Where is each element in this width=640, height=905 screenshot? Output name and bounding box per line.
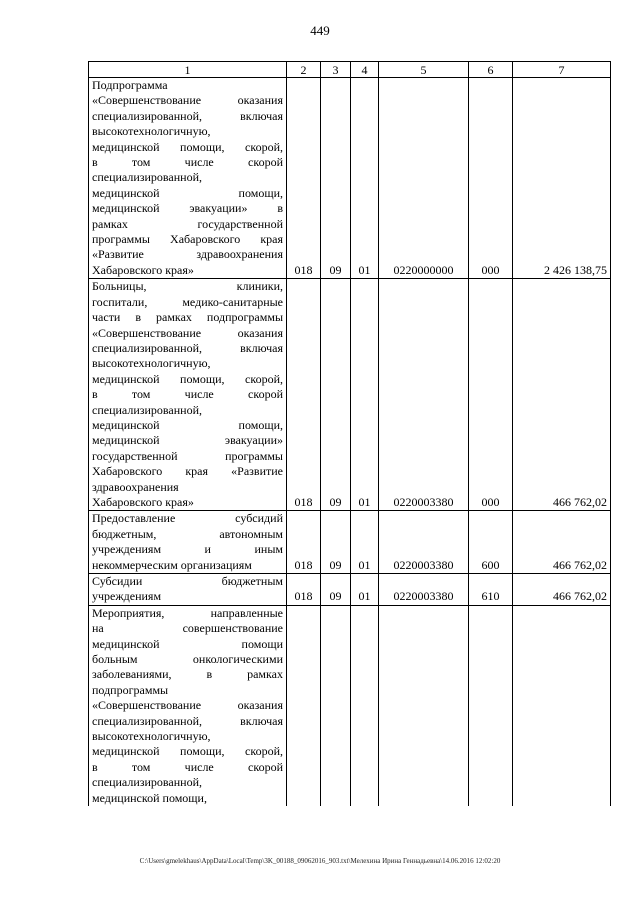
section-code-cell [321,605,351,806]
row-name-line: медицинской помощи, скорой, [92,744,283,759]
row-name-line: учреждениям [92,589,162,604]
row-name-line: «Совершенствование оказания [92,698,283,713]
header-col-6: 6 [469,62,513,78]
header-row [89,62,611,78]
subsection-code-cell: 01 [351,78,379,279]
row-name-line: «Развитие здравоохранения [92,247,283,262]
ministry-code-cell: 018 [287,511,321,574]
row-name-line: Хабаровского края «Развитие [92,464,283,479]
table-row [89,574,611,606]
row-name-line: здравоохранения [92,479,179,494]
row-name-line: Предоставление субсидий [92,511,283,526]
row-name-line: госпитали, медико-санитарные [92,294,283,309]
ministry-code-cell [287,605,321,806]
row-name-line: высокотехнологичную, [92,356,211,371]
row-name-line: Хабаровского края» [92,262,194,277]
row-name-cell [89,279,287,511]
section-code-cell: 09 [321,574,351,606]
row-name-line: медицинской помощи [92,636,283,651]
row-name-line: медицинской помощи, скорой, [92,371,283,386]
row-name-line: специализированной, включая [92,108,283,123]
budget-table [88,61,611,806]
row-name-line: государственной программы [92,448,283,463]
row-name-line: на совершенствование [92,621,283,636]
section-code-cell: 09 [321,511,351,574]
row-name-line: части в рамках подпрограммы [92,310,283,325]
row-name-line: специализированной, [92,170,203,185]
row-name-line: «Совершенствование оказания [92,325,283,340]
row-name-line: специализированной, [92,402,203,417]
row-name-line: Субсидии бюджетным [92,574,283,588]
row-name-line: рамках государственной [92,216,283,231]
row-name-line: в том числе скорой [92,387,283,402]
subsection-code-cell: 01 [351,279,379,511]
subsection-code-cell: 01 [351,511,379,574]
subsection-code-cell [351,605,379,806]
expense-type-cell [469,605,513,806]
row-name-cell [89,605,287,806]
header-col-1: 1 [89,62,287,78]
row-name-line: Больницы, клиники, [92,279,283,294]
row-name-line: в том числе скорой [92,759,283,774]
row-name-line: в том числе скорой [92,155,283,170]
row-name-line: некоммерческим организациям [92,557,252,572]
row-name-line: медицинской помощи, скорой, [92,139,283,154]
subsection-code-cell: 01 [351,574,379,606]
target-article-cell: 0220003380 [379,574,469,606]
page-number: 449 [310,23,330,38]
row-name-cell [89,78,287,279]
section-code-cell: 09 [321,78,351,279]
ministry-code-cell: 018 [287,78,321,279]
table-row [89,511,611,574]
row-name-line: подпрограммы [92,682,169,697]
row-name-line: Хабаровского края» [92,494,194,509]
expense-type-cell: 610 [469,574,513,606]
row-name-line: медицинской помощи, [92,185,283,200]
header-col-4: 4 [351,62,379,78]
row-name-line: медицинской эвакуации» в [92,201,283,216]
amount-cell: 466 762,02 [513,511,611,574]
expense-type-cell: 000 [469,279,513,511]
row-name-line: Мероприятия, направленные [92,605,283,620]
row-name-line: медицинской помощи, [92,790,207,805]
header-col-2: 2 [287,62,321,78]
row-name-line: специализированной, включая [92,340,283,355]
row-name-line: заболеваниями, в рамках [92,667,283,682]
row-name-line: учреждениям и иным [92,542,283,557]
row-name-line: «Совершенствование оказания [92,93,283,108]
row-name-cell [89,574,287,606]
table-row [89,78,611,279]
target-article-cell: 0220003380 [379,279,469,511]
row-name-line: программы Хабаровского края [92,232,283,247]
row-name-cell [89,511,287,574]
row-name-line: бюджетным, автономным [92,526,283,541]
amount-cell: 2 426 138,75 [513,78,611,279]
table-row [89,605,611,806]
row-name-line: высокотехнологичную, [92,729,211,744]
row-name-line: высокотехнологичную, [92,124,211,139]
table-row [89,279,611,511]
section-code-cell: 09 [321,279,351,511]
ministry-code-cell: 018 [287,574,321,606]
row-name-line: медицинской эвакуации» [92,433,283,448]
amount-cell [513,605,611,806]
target-article-cell [379,605,469,806]
row-name-line: специализированной, [92,775,203,790]
amount-cell: 466 762,02 [513,574,611,606]
header-col-7: 7 [513,62,611,78]
row-name-line: специализированной, включая [92,713,283,728]
expense-type-cell: 000 [469,78,513,279]
expense-type-cell: 600 [469,511,513,574]
amount-cell: 466 762,02 [513,279,611,511]
row-name-line: больным онкологическими [92,652,283,667]
header-col-5: 5 [379,62,469,78]
row-name-line: медицинской помощи, [92,417,283,432]
ministry-code-cell: 018 [287,279,321,511]
file-path-footer: C:\Users\gmelekhaus\AppData\Local\Temp\3K_00188_09062016_903.txt\Мелехина Ирина Геннадьевна\14.06.2016 12:02:20 [139,857,501,865]
target-article-cell: 0220003380 [379,511,469,574]
header-col-3: 3 [321,62,351,78]
row-name-line: Подпрограмма [92,78,168,92]
table-body [89,78,611,807]
target-article-cell: 0220000000 [379,78,469,279]
